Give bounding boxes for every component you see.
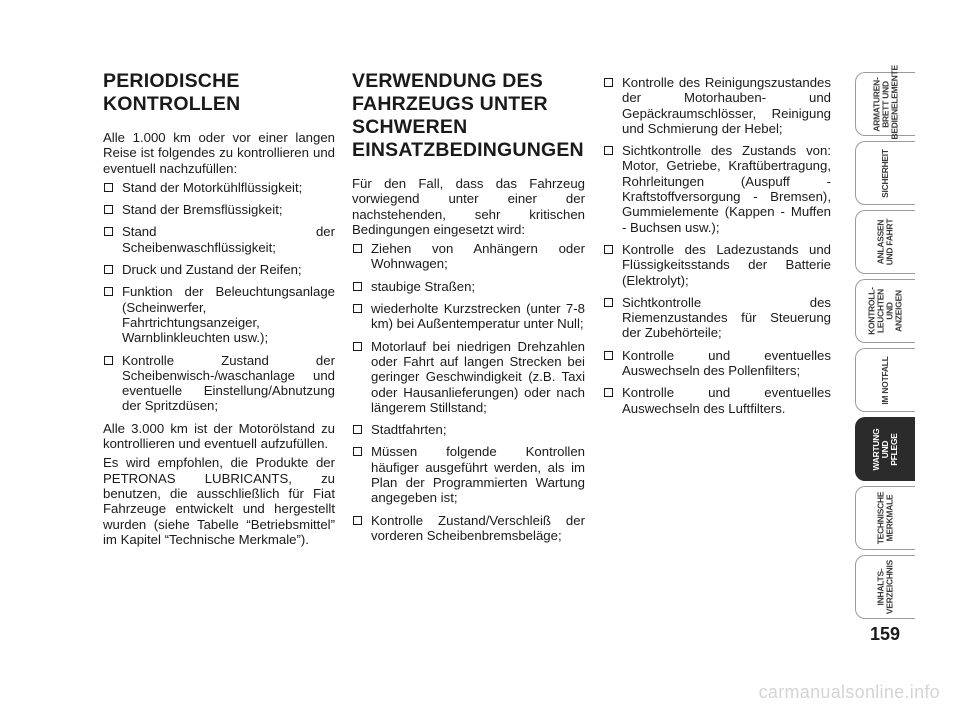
checkbox-icon xyxy=(604,78,613,87)
checkbox-icon xyxy=(104,287,113,296)
checklist xyxy=(103,180,335,414)
tab-sicherheit[interactable]: SICHERHEIT xyxy=(855,141,915,205)
tab-wartung-pflege[interactable]: WARTUNG UND PFLEGE xyxy=(855,417,915,481)
checkbox-icon xyxy=(353,282,362,291)
list-item: Kontrolle des Ladezustands und Flüssigkeitsstands der Batterie (Elektrolyt); xyxy=(603,242,831,288)
list-item: Funktion der Beleuchtungsanlage (Scheinwerfer, Fahrtrichtungsanzeiger, Warnblinkleuchten usw.); xyxy=(103,284,335,345)
intro-paragraph: Für den Fall, dass das Fahrzeug vorwiegend unter einer der nachstehenden, sehr kritischen Bedingungen eingesetzt wird: xyxy=(352,176,585,237)
list-item: staubige Straßen; xyxy=(352,279,585,294)
column-severe-conditions xyxy=(352,70,585,550)
list-item: Kontrolle Zustand/Verschleiß der vorderen Scheibenbremsbeläge; xyxy=(352,513,585,544)
list-item: Stand der Bremsflüssigkeit; xyxy=(103,202,335,217)
checkbox-icon xyxy=(353,425,362,434)
checkbox-icon xyxy=(104,265,113,274)
watermark: carmanualsonline.info xyxy=(758,682,940,702)
tab-anlassen[interactable]: ANLASSEN UND FAHRT xyxy=(855,210,915,274)
tab-technische-merkmale[interactable]: TECHNISCHE MERKMALE xyxy=(855,486,915,550)
list-item: Stand der Motorkühlflüssigkeit; xyxy=(103,180,335,195)
intro-paragraph: Alle 1.000 km oder vor einer langen Reise ist folgendes zu kontrollieren und eventuell nachzufüllen: xyxy=(103,130,335,176)
list-item: Motorlauf bei niedrigen Drehzahlen oder Fahrt auf langen Strecken bei geringer Geschwindigkeit (z.B. Taxi oder Hausanlieferungen) oder nach längerem Stillstand; xyxy=(352,339,585,415)
checkbox-icon xyxy=(604,245,613,254)
list-item: Kontrolle und eventuelles Auswechseln des Pollenfilters; xyxy=(603,348,831,379)
checkbox-icon xyxy=(353,244,362,253)
tab-kontrollleuchten[interactable]: KONTROLL- LEUCHTEN UND ANZEIGEN xyxy=(855,279,915,343)
list-item: Sichtkontrolle des Zustands von: Motor, Getriebe, Kraftübertragung, Rohrleitungen (Auspuff - Kraftstoffversorgung - Bremsen), Gummielemente (Kappen - Muffen - Buchsen usw.); xyxy=(603,143,831,235)
checklist xyxy=(603,75,831,416)
checkbox-icon xyxy=(353,304,362,313)
checkbox-icon xyxy=(104,227,113,236)
list-item: wiederholte Kurzstrecken (unter 7-8 km) bei Außentemperatur unter Null; xyxy=(352,301,585,332)
recommendation-paragraph: Es wird empfohlen, die Produkte der PETRONAS LUBRICANTS, zu benutzen, die ausschließlich für Fiat Fahrzeuge entwickelt und hergestellt wurden (siehe Tabelle “Betriebsmittel” im Kapitel “Technische Merkmale”). xyxy=(103,455,335,547)
section-title-periodic-checks: PERIODISCHE KONTROLLEN xyxy=(103,70,241,115)
tab-armaturenbrett[interactable]: ARMATUREN- BRETT UND BEDIENELEMENTE xyxy=(855,72,915,136)
list-item: Kontrolle und eventuelles Auswechseln des Luftfilters. xyxy=(603,385,831,416)
checkbox-icon xyxy=(604,298,613,307)
checkbox-icon xyxy=(604,146,613,155)
tab-inhaltsverzeichnis[interactable]: INHALTS- VERZEICHNIS xyxy=(855,555,915,619)
oil-check-paragraph: Alle 3.000 km ist der Motorölstand zu kontrollieren und eventuell aufzufüllen. xyxy=(103,420,335,452)
checkbox-icon xyxy=(353,447,362,456)
checklist xyxy=(352,241,585,543)
section-title-severe-conditions: VERWENDUNG DES FAHRZEUGS UNTER SCHWEREN EINSATZBEDINGUNGEN xyxy=(352,70,584,161)
list-item: Ziehen von Anhängern oder Wohnwagen; xyxy=(352,241,585,272)
list-item: Druck und Zustand der Reifen; xyxy=(103,262,335,277)
checkbox-icon xyxy=(104,183,113,192)
checkbox-icon xyxy=(104,356,113,365)
list-item: Kontrolle Zustand der Scheibenwisch-/waschanlage und eventuelle Einstellung/Abnutzung der Spritzdüsen; xyxy=(103,353,335,414)
list-item: Sichtkontrolle des Riemenzustandes für Steuerung der Zubehörteile; xyxy=(603,295,831,341)
list-item: Stadtfahrten; xyxy=(352,422,585,437)
checkbox-icon xyxy=(104,205,113,214)
chapter-tabs xyxy=(855,64,917,624)
checkbox-icon xyxy=(604,388,613,397)
list-item: Stand der Scheibenwaschflüssigkeit; xyxy=(103,224,335,255)
column-periodic-checks xyxy=(103,70,335,551)
tab-im-notfall[interactable]: IM NOTFALL xyxy=(855,348,915,412)
checkbox-icon xyxy=(604,351,613,360)
checkbox-icon xyxy=(353,516,362,525)
column-checks-continued xyxy=(603,75,831,423)
checkbox-icon xyxy=(353,342,362,351)
list-item: Kontrolle des Reinigungszustandes der Motorhauben- und Gepäckraumschlösser, Reinigung und Schmierung der Hebel; xyxy=(603,75,831,136)
page-number: 159 xyxy=(869,624,901,644)
list-item: Müssen folgende Kontrollen häufiger ausgeführt werden, als im Plan der Programmierten Wartung angegeben ist; xyxy=(352,444,585,505)
